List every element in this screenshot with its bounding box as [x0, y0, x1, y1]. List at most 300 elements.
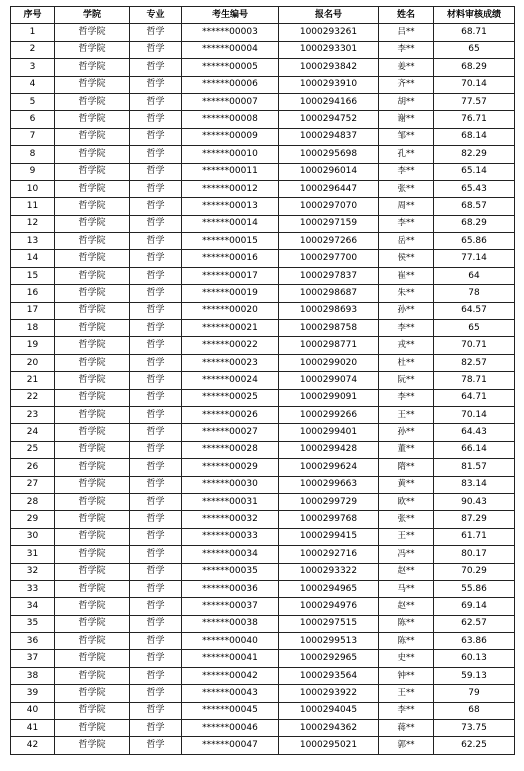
serial-no-cell: 7 [11, 128, 55, 145]
exam-id-cell: ******00003 [182, 24, 279, 41]
college-cell: 哲学院 [55, 667, 130, 684]
registration-no-cell: 1000299729 [279, 493, 379, 510]
table-row [11, 737, 515, 754]
review-score-cell: 77.57 [434, 93, 515, 110]
college-cell: 哲学院 [55, 128, 130, 145]
name-cell: 邹** [379, 128, 434, 145]
name-cell: 岳** [379, 233, 434, 250]
exam-id-cell: ******00009 [182, 128, 279, 145]
major-cell: 哲学 [130, 546, 182, 563]
serial-no-cell: 6 [11, 111, 55, 128]
college-cell: 哲学院 [55, 737, 130, 754]
table-row [11, 406, 515, 423]
college-cell: 哲学院 [55, 633, 130, 650]
table-row [11, 285, 515, 302]
review-score-cell: 80.17 [434, 546, 515, 563]
exam-id-cell: ******00019 [182, 285, 279, 302]
college-cell: 哲学院 [55, 163, 130, 180]
college-cell: 哲学院 [55, 76, 130, 93]
serial-no-cell: 3 [11, 59, 55, 76]
college-cell: 哲学院 [55, 215, 130, 232]
name-cell: 郭** [379, 737, 434, 754]
review-score-cell: 68 [434, 702, 515, 719]
review-score-cell: 65.14 [434, 163, 515, 180]
name-cell: 董** [379, 441, 434, 458]
table-row [11, 633, 515, 650]
review-score-cell: 65 [434, 41, 515, 58]
college-cell: 哲学院 [55, 24, 130, 41]
name-cell: 吕** [379, 24, 434, 41]
exam-id-cell: ******00047 [182, 737, 279, 754]
exam-id-cell: ******00034 [182, 546, 279, 563]
registration-no-cell: 1000297700 [279, 250, 379, 267]
table-row [11, 667, 515, 684]
major-cell: 哲学 [130, 563, 182, 580]
serial-no-cell: 29 [11, 511, 55, 528]
registration-no-cell: 1000292965 [279, 650, 379, 667]
major-cell: 哲学 [130, 459, 182, 476]
college-cell: 哲学院 [55, 354, 130, 371]
name-cell: 张** [379, 511, 434, 528]
college-cell: 哲学院 [55, 406, 130, 423]
name-cell: 李** [379, 215, 434, 232]
serial-no-cell: 26 [11, 459, 55, 476]
registration-no-cell: 1000296014 [279, 163, 379, 180]
table-row [11, 354, 515, 371]
review-score-cell: 87.29 [434, 511, 515, 528]
college-cell: 哲学院 [55, 198, 130, 215]
registration-no-cell: 1000293261 [279, 24, 379, 41]
table-row [11, 615, 515, 632]
major-cell: 哲学 [130, 702, 182, 719]
name-cell: 孔** [379, 146, 434, 163]
review-score-cell: 69.14 [434, 598, 515, 615]
table-row [11, 424, 515, 441]
major-cell: 哲学 [130, 180, 182, 197]
college-cell: 哲学院 [55, 702, 130, 719]
exam-id-cell: ******00006 [182, 76, 279, 93]
major-cell: 哲学 [130, 146, 182, 163]
table-row [11, 511, 515, 528]
name-cell: 李** [379, 702, 434, 719]
college-cell: 哲学院 [55, 685, 130, 702]
exam-id-cell: ******00040 [182, 633, 279, 650]
table-row [11, 650, 515, 667]
registration-no-cell: 1000293301 [279, 41, 379, 58]
review-score-cell: 59.13 [434, 667, 515, 684]
exam-id-cell: ******00013 [182, 198, 279, 215]
registration-no-cell: 1000298758 [279, 320, 379, 337]
major-cell: 哲学 [130, 59, 182, 76]
review-score-cell: 64 [434, 267, 515, 284]
header-review-score: 材料审核成绩 [434, 7, 515, 24]
review-score-cell: 64.43 [434, 424, 515, 441]
serial-no-cell: 23 [11, 406, 55, 423]
review-score-cell: 79 [434, 685, 515, 702]
registration-no-cell: 1000294045 [279, 702, 379, 719]
table-row [11, 24, 515, 41]
review-score-cell: 63.86 [434, 633, 515, 650]
serial-no-cell: 25 [11, 441, 55, 458]
name-cell: 李** [379, 389, 434, 406]
name-cell: 阮** [379, 372, 434, 389]
name-cell: 隋** [379, 459, 434, 476]
exam-id-cell: ******00038 [182, 615, 279, 632]
registration-no-cell: 1000295021 [279, 737, 379, 754]
table-row [11, 41, 515, 58]
exam-id-cell: ******00032 [182, 511, 279, 528]
registration-no-cell: 1000297159 [279, 215, 379, 232]
name-cell: 李** [379, 320, 434, 337]
header-exam-id: 考生编号 [182, 7, 279, 24]
major-cell: 哲学 [130, 528, 182, 545]
name-cell: 黄** [379, 476, 434, 493]
exam-id-cell: ******00035 [182, 563, 279, 580]
serial-no-cell: 37 [11, 650, 55, 667]
college-cell: 哲学院 [55, 389, 130, 406]
header-serial-no: 序号 [11, 7, 55, 24]
major-cell: 哲学 [130, 389, 182, 406]
registration-no-cell: 1000294752 [279, 111, 379, 128]
review-score-cell: 70.14 [434, 406, 515, 423]
exam-id-cell: ******00011 [182, 163, 279, 180]
serial-no-cell: 12 [11, 215, 55, 232]
review-score-cell: 70.71 [434, 337, 515, 354]
exam-id-cell: ******00042 [182, 667, 279, 684]
review-score-cell: 64.71 [434, 389, 515, 406]
major-cell: 哲学 [130, 354, 182, 371]
name-cell: 张** [379, 180, 434, 197]
college-cell: 哲学院 [55, 111, 130, 128]
review-score-cell: 62.57 [434, 615, 515, 632]
college-cell: 哲学院 [55, 320, 130, 337]
exam-id-cell: ******00027 [182, 424, 279, 441]
college-cell: 哲学院 [55, 41, 130, 58]
major-cell: 哲学 [130, 320, 182, 337]
table-row [11, 59, 515, 76]
exam-id-cell: ******00020 [182, 302, 279, 319]
registration-no-cell: 1000297070 [279, 198, 379, 215]
serial-no-cell: 35 [11, 615, 55, 632]
registration-no-cell: 1000295698 [279, 146, 379, 163]
exam-id-cell: ******00043 [182, 685, 279, 702]
exam-id-cell: ******00005 [182, 59, 279, 76]
registration-no-cell: 1000294976 [279, 598, 379, 615]
registration-no-cell: 1000293564 [279, 667, 379, 684]
serial-no-cell: 21 [11, 372, 55, 389]
review-score-cell: 60.13 [434, 650, 515, 667]
registration-no-cell: 1000294166 [279, 93, 379, 110]
review-score-cell: 78 [434, 285, 515, 302]
review-score-cell: 81.57 [434, 459, 515, 476]
serial-no-cell: 30 [11, 528, 55, 545]
review-score-cell: 68.29 [434, 215, 515, 232]
registration-no-cell: 1000299428 [279, 441, 379, 458]
exam-id-cell: ******00015 [182, 233, 279, 250]
registration-no-cell: 1000299415 [279, 528, 379, 545]
major-cell: 哲学 [130, 267, 182, 284]
review-score-cell: 70.29 [434, 563, 515, 580]
serial-no-cell: 4 [11, 76, 55, 93]
major-cell: 哲学 [130, 737, 182, 754]
exam-id-cell: ******00026 [182, 406, 279, 423]
name-cell: 赵** [379, 563, 434, 580]
college-cell: 哲学院 [55, 650, 130, 667]
college-cell: 哲学院 [55, 250, 130, 267]
name-cell: 蒋** [379, 720, 434, 737]
major-cell: 哲学 [130, 163, 182, 180]
college-cell: 哲学院 [55, 476, 130, 493]
registration-no-cell: 1000294837 [279, 128, 379, 145]
registration-no-cell: 1000293842 [279, 59, 379, 76]
table-row [11, 337, 515, 354]
college-cell: 哲学院 [55, 511, 130, 528]
table-body [11, 24, 515, 754]
college-cell: 哲学院 [55, 302, 130, 319]
review-score-cell: 73.75 [434, 720, 515, 737]
name-cell: 赵** [379, 598, 434, 615]
college-cell: 哲学院 [55, 146, 130, 163]
review-score-cell: 76.71 [434, 111, 515, 128]
table-row [11, 580, 515, 597]
exam-id-cell: ******00041 [182, 650, 279, 667]
exam-id-cell: ******00033 [182, 528, 279, 545]
header-major: 专业 [130, 7, 182, 24]
registration-no-cell: 1000293922 [279, 685, 379, 702]
review-score-cell: 65.86 [434, 233, 515, 250]
registration-no-cell: 1000299091 [279, 389, 379, 406]
college-cell: 哲学院 [55, 233, 130, 250]
table-row [11, 372, 515, 389]
serial-no-cell: 42 [11, 737, 55, 754]
review-score-cell: 68.57 [434, 198, 515, 215]
registration-no-cell: 1000294362 [279, 720, 379, 737]
registration-no-cell: 1000293322 [279, 563, 379, 580]
registration-no-cell: 1000292716 [279, 546, 379, 563]
major-cell: 哲学 [130, 615, 182, 632]
score-table [10, 6, 515, 755]
table-row [11, 459, 515, 476]
serial-no-cell: 9 [11, 163, 55, 180]
review-score-cell: 77.14 [434, 250, 515, 267]
serial-no-cell: 27 [11, 476, 55, 493]
table-row [11, 302, 515, 319]
table-row [11, 563, 515, 580]
table-row [11, 476, 515, 493]
exam-id-cell: ******00025 [182, 389, 279, 406]
header-registration-no: 报名号 [279, 7, 379, 24]
college-cell: 哲学院 [55, 615, 130, 632]
serial-no-cell: 1 [11, 24, 55, 41]
name-cell: 李** [379, 163, 434, 180]
major-cell: 哲学 [130, 111, 182, 128]
college-cell: 哲学院 [55, 93, 130, 110]
serial-no-cell: 22 [11, 389, 55, 406]
serial-no-cell: 17 [11, 302, 55, 319]
registration-no-cell: 1000298693 [279, 302, 379, 319]
registration-no-cell: 1000297837 [279, 267, 379, 284]
table-row [11, 215, 515, 232]
major-cell: 哲学 [130, 302, 182, 319]
name-cell: 周** [379, 198, 434, 215]
review-score-cell: 82.29 [434, 146, 515, 163]
name-cell: 王** [379, 528, 434, 545]
serial-no-cell: 19 [11, 337, 55, 354]
registration-no-cell: 1000299401 [279, 424, 379, 441]
table-row [11, 598, 515, 615]
serial-no-cell: 34 [11, 598, 55, 615]
college-cell: 哲学院 [55, 598, 130, 615]
table-row [11, 685, 515, 702]
major-cell: 哲学 [130, 337, 182, 354]
table-row [11, 493, 515, 510]
review-score-cell: 90.43 [434, 493, 515, 510]
college-cell: 哲学院 [55, 580, 130, 597]
serial-no-cell: 5 [11, 93, 55, 110]
major-cell: 哲学 [130, 650, 182, 667]
exam-id-cell: ******00036 [182, 580, 279, 597]
major-cell: 哲学 [130, 580, 182, 597]
serial-no-cell: 32 [11, 563, 55, 580]
exam-id-cell: ******00017 [182, 267, 279, 284]
serial-no-cell: 2 [11, 41, 55, 58]
serial-no-cell: 31 [11, 546, 55, 563]
exam-id-cell: ******00030 [182, 476, 279, 493]
registration-no-cell: 1000299020 [279, 354, 379, 371]
name-cell: 陈** [379, 615, 434, 632]
review-score-cell: 65 [434, 320, 515, 337]
serial-no-cell: 18 [11, 320, 55, 337]
table-row [11, 233, 515, 250]
serial-no-cell: 36 [11, 633, 55, 650]
review-score-cell: 68.14 [434, 128, 515, 145]
registration-no-cell: 1000297515 [279, 615, 379, 632]
major-cell: 哲学 [130, 633, 182, 650]
review-score-cell: 82.57 [434, 354, 515, 371]
name-cell: 钟** [379, 667, 434, 684]
name-cell: 史** [379, 650, 434, 667]
serial-no-cell: 40 [11, 702, 55, 719]
college-cell: 哲学院 [55, 563, 130, 580]
college-cell: 哲学院 [55, 372, 130, 389]
exam-id-cell: ******00010 [182, 146, 279, 163]
exam-id-cell: ******00022 [182, 337, 279, 354]
major-cell: 哲学 [130, 76, 182, 93]
review-score-cell: 68.71 [434, 24, 515, 41]
major-cell: 哲学 [130, 685, 182, 702]
review-score-cell: 70.14 [434, 76, 515, 93]
major-cell: 哲学 [130, 511, 182, 528]
table-header [11, 7, 515, 24]
table-row [11, 441, 515, 458]
serial-no-cell: 16 [11, 285, 55, 302]
major-cell: 哲学 [130, 24, 182, 41]
review-score-cell: 68.29 [434, 59, 515, 76]
registration-no-cell: 1000299074 [279, 372, 379, 389]
major-cell: 哲学 [130, 233, 182, 250]
table-row [11, 198, 515, 215]
header-row [11, 7, 515, 24]
exam-id-cell: ******00037 [182, 598, 279, 615]
registration-no-cell: 1000299663 [279, 476, 379, 493]
major-cell: 哲学 [130, 250, 182, 267]
college-cell: 哲学院 [55, 441, 130, 458]
review-score-cell: 65.43 [434, 180, 515, 197]
name-cell: 孙** [379, 424, 434, 441]
table-row [11, 528, 515, 545]
review-score-cell: 62.25 [434, 737, 515, 754]
serial-no-cell: 38 [11, 667, 55, 684]
college-cell: 哲学院 [55, 267, 130, 284]
table-row [11, 128, 515, 145]
name-cell: 王** [379, 685, 434, 702]
serial-no-cell: 14 [11, 250, 55, 267]
name-cell: 李** [379, 41, 434, 58]
registration-no-cell: 1000296447 [279, 180, 379, 197]
name-cell: 杜** [379, 354, 434, 371]
major-cell: 哲学 [130, 667, 182, 684]
major-cell: 哲学 [130, 424, 182, 441]
college-cell: 哲学院 [55, 424, 130, 441]
table-row [11, 702, 515, 719]
major-cell: 哲学 [130, 93, 182, 110]
name-cell: 谢** [379, 111, 434, 128]
exam-id-cell: ******00012 [182, 180, 279, 197]
name-cell: 朱** [379, 285, 434, 302]
serial-no-cell: 8 [11, 146, 55, 163]
name-cell: 胡** [379, 93, 434, 110]
table-row [11, 111, 515, 128]
major-cell: 哲学 [130, 128, 182, 145]
name-cell: 崔** [379, 267, 434, 284]
name-cell: 侯** [379, 250, 434, 267]
name-cell: 陈** [379, 633, 434, 650]
name-cell: 王** [379, 406, 434, 423]
name-cell: 姜** [379, 59, 434, 76]
serial-no-cell: 15 [11, 267, 55, 284]
header-name: 姓名 [379, 7, 434, 24]
exam-id-cell: ******00028 [182, 441, 279, 458]
serial-no-cell: 11 [11, 198, 55, 215]
college-cell: 哲学院 [55, 546, 130, 563]
table-row [11, 163, 515, 180]
college-cell: 哲学院 [55, 459, 130, 476]
major-cell: 哲学 [130, 215, 182, 232]
college-cell: 哲学院 [55, 528, 130, 545]
review-score-cell: 83.14 [434, 476, 515, 493]
name-cell: 戎** [379, 337, 434, 354]
registration-no-cell: 1000297266 [279, 233, 379, 250]
name-cell: 马** [379, 580, 434, 597]
exam-id-cell: ******00031 [182, 493, 279, 510]
review-score-cell: 61.71 [434, 528, 515, 545]
serial-no-cell: 10 [11, 180, 55, 197]
review-score-cell: 66.14 [434, 441, 515, 458]
name-cell: 冯** [379, 546, 434, 563]
serial-no-cell: 28 [11, 493, 55, 510]
review-score-cell: 55.86 [434, 580, 515, 597]
college-cell: 哲学院 [55, 493, 130, 510]
exam-id-cell: ******00023 [182, 354, 279, 371]
table-row [11, 720, 515, 737]
exam-id-cell: ******00029 [182, 459, 279, 476]
college-cell: 哲学院 [55, 285, 130, 302]
review-score-cell: 64.57 [434, 302, 515, 319]
serial-no-cell: 39 [11, 685, 55, 702]
college-cell: 哲学院 [55, 337, 130, 354]
review-score-cell: 78.71 [434, 372, 515, 389]
table-row [11, 320, 515, 337]
